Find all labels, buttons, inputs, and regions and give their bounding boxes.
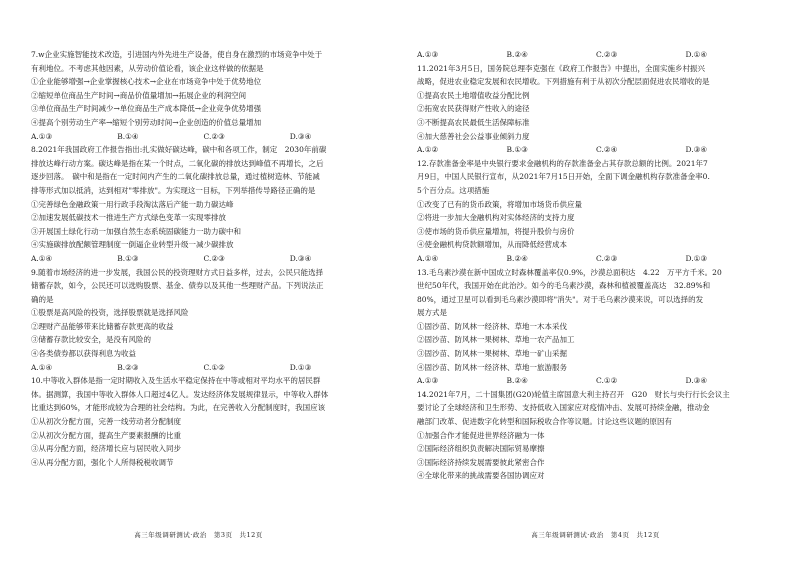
q10-line: ④从再分配方面，强化个人所得税税收调节 (31, 457, 174, 467)
option: A.①② (417, 145, 439, 155)
q11-line: 11.2021年3月5日，国务院总理李克强在《政府工作报告》中提出，全面实施乡村振兴 (417, 63, 706, 73)
q8-options (31, 252, 376, 266)
option: B.①③ (117, 253, 139, 263)
option: C.②③ (203, 253, 225, 263)
option: B.②④ (506, 50, 528, 59)
q9-options (31, 361, 376, 375)
q10-line: ①从初次分配方面，完善一线劳动者分配制度 (31, 417, 181, 427)
option: A.①③ (31, 131, 53, 141)
q10-line: ②从初次分配方面，提高生产要素报酬的比重 (31, 430, 181, 440)
option: A.①④ (31, 362, 53, 372)
q12-line: ③使市场的货币供应量增加，将提升股价与房价 (417, 226, 575, 236)
q11-line: ④加大慈善社会公益事业倾斜力度 (417, 131, 530, 141)
option: C.②③ (596, 253, 618, 263)
q13-line: 世纪50年代，我国开始在此治沙。如今的毛乌素沙漠，森林和植被覆盖高达 32.89%和 (417, 281, 711, 291)
q13-options (417, 374, 775, 388)
option: D.③④ (289, 131, 312, 141)
q9-line: ④各类债券都以获得利息为收益 (31, 349, 136, 359)
option: B.②④ (506, 376, 528, 386)
q7-line: ②缩短单位商品生产时间→商品价值量增加→拓展企业的利润空间 (31, 90, 247, 100)
q8-line: ①完善绿色金融政策一用行政手段淘汰落后产能一助力碳达峰 (31, 199, 234, 209)
option: A.①③ (417, 50, 439, 59)
q10-line: 10.中等收入群体是指一定时期收入及生活水平稳定保持在中等或相对平均水平的居民群 (31, 376, 321, 386)
q8-line: ④实施碳排放配额管理制度一倒逼企业转型升级一减少碳排放 (31, 240, 234, 250)
q7-line: 有利地位。不考虑其他因素，从劳动价值论看，该企业这样做的依据是 (31, 63, 264, 73)
q11-line: 战略，促进农业稳定发展和农民增收。下列措施有利于从初次分配层面促进农民增收的是 (417, 77, 710, 87)
right-column (417, 48, 775, 483)
q12-options (417, 252, 775, 266)
q13-line: ④固沙苗、防风林一经济林、草地一旅游服务 (417, 362, 567, 372)
option: C.①② (203, 362, 225, 372)
option: D.③④ (685, 376, 708, 386)
q8-line: ③开展国土绿化行动一加强自然生态系统固碳能力一助力碳中和 (31, 226, 241, 236)
q12-line: ①改变了已有的货币政策，将增加市场货币供应量 (417, 199, 582, 209)
q14-line: ②国际经济组织负责解决国际贸易摩擦 (417, 444, 545, 454)
q8-line: ②加速发展低碳技术一推进生产方式绿色变革一实现零排放 (31, 213, 226, 223)
q9-line: ②理财产品能够带来比储蓄存款更高的收益 (31, 321, 174, 331)
q13-line: 80%，通过卫星可以看到毛乌素沙漠即将"消失"。对于毛乌素沙漠来说，可以选择的发 (417, 294, 704, 304)
option: B.②④ (506, 253, 528, 263)
q12-line: ④使金融机构贷款额增加，从而降低经营成本 (417, 240, 567, 250)
option: B.①④ (117, 131, 139, 141)
q7-line: ①企业能够增强→企业掌握核心技术→企业在市场竞争中处于优势地位 (31, 77, 262, 87)
q13-line: 展方式是 (417, 308, 447, 318)
q11-line: ③不断提高农民最低生活保障标准 (417, 117, 530, 127)
option: A.①④ (417, 253, 439, 263)
q14-line: ③国际经济持续发展需要彼此紧密合作 (417, 457, 545, 467)
q8-line: 8.2021年我国政府工作报告指出:扎实做好碳达峰，碳中和各项工作，制定 2030年前碳 (31, 145, 327, 155)
q14-line: ①加强合作才能促进世界经济融为一体 (417, 430, 545, 440)
q12-line: 12.存款准备金率是中央银行要求金融机构的存款准备金占其存款总额的比例。2021年7 (417, 158, 708, 168)
option: D.③④ (289, 253, 312, 263)
q11-line: ①提高农民土地增值收益分配比例 (417, 90, 530, 100)
q9-line: 确的是 (31, 294, 54, 304)
q10-options (417, 48, 775, 62)
q9-line: 9.随着市场经济的进一步发展，我国公民的投资理财方式日益多样，过去，公民只能选择 (31, 267, 324, 277)
option: B.②③ (117, 362, 139, 372)
q9-line: 储蓄存款，如今，公民还可以选购股票、基金、债券以及其他一些理财产品。下列说法正 (31, 281, 324, 291)
q7-line: ④提高个别劳动生产率→缩短个别劳动时间→企业创造的价值总量增加 (31, 117, 262, 127)
q14-line: 14.2021年7月，二十国集团(G20)轮值主席国意大利主持召开 G20 财长与央行行长会议主 (417, 389, 730, 399)
q14-line: 融部门改革、促进数字化转型和国际税收合作等议题。讨论这些议题的原因有 (417, 417, 672, 427)
option: B.①③ (506, 145, 528, 155)
q7-line: ③单位商品生产时间减少→单位商品生产成本降低→企业竞争优势增强 (31, 104, 262, 114)
left-column (31, 48, 376, 469)
option: D.③④ (685, 145, 708, 155)
option: D.①③ (289, 362, 312, 372)
option: C.②③ (203, 131, 225, 141)
q13-line: 13.毛乌素沙漠在新中国成立时森林覆盖率仅0.9%，沙漠总面积达 4.22 万平方千米。20 (417, 267, 722, 277)
option: D.①③ (685, 253, 708, 263)
q10-line: 比重达到60%，才能形成较为合理的社会结构。为此，在完善收入分配制度时，我国应该 (31, 403, 326, 413)
option: A.①④ (31, 253, 53, 263)
q11-line: ②拓宽农民获得财产性收入的途径 (417, 104, 530, 114)
option: C.①② (596, 376, 618, 386)
q8-line: 逐步回落。 碳中和是指在一定时间内产生的二氧化碳排放总量，通过植树造林、节能减 (31, 172, 320, 182)
q8-line: 排放达峰行动方案。碳达峰是指在某一个时点，二氧化碳的排放达到峰值不再增长，之后 (31, 158, 324, 168)
page-4 (397, 0, 794, 561)
q9-line: ①股票是高风险的投资，选择股票就是选择风险 (31, 308, 189, 318)
q12-line: 月9日，中国人民银行宣布，从2021年7月15日开始，全面下调金融机构存款准备金率0. (417, 172, 710, 182)
q11-options (417, 143, 775, 157)
q7-options (31, 130, 376, 144)
q7-line: 7.w企业实施智能技术改造，引进国内外先进生产设备，使自身在激烈的市场竞争中处于 (31, 50, 323, 59)
option: C.②③ (596, 50, 618, 59)
q13-line: ②固沙苗、防风林一果树林、草地一农产品加工 (417, 335, 575, 345)
q8-line: 排等形式加以抵消，达到相对"零排放"。为实现这一目标，下列举措传导路径正确的是 (31, 185, 316, 195)
q12-line: 5个百分点。这项措施 (417, 185, 490, 195)
option: C.②④ (596, 145, 618, 155)
q12-line: ②将进一步加大金融机构对实体经济的支持力度 (417, 213, 575, 223)
q13-line: ③固沙苗、防风林一果树林、草地一矿山采掘 (417, 349, 567, 359)
option: A.①③ (417, 376, 439, 386)
q14-line: ④全球化带来的挑战需要各国协调应对 (417, 471, 545, 481)
page-footer: 高三年级调研测试·政治 第4页 共12页 (531, 531, 660, 539)
q10-line: ③从再分配方面，经济增长应与居民收入同步 (31, 444, 181, 454)
q14-line: 要讨论了全球经济和卫生形势、支持低收入国家应对疫情冲击、发展可持续金融，推动金 (417, 403, 710, 413)
option: D.①④ (685, 50, 708, 59)
q9-line: ③储蓄存款比较安全，是没有风险的 (31, 335, 151, 345)
q10-line: 体。据测算，我国中等收入群体人口超过4亿人。发达经济体发展规律显示，中等收入群体 (31, 389, 329, 399)
q13-line: ①固沙苗、防风林一经济林、草地一木本采伐 (417, 321, 567, 331)
page-footer: 高三年级调研测试·政治 第3页 共12页 (134, 531, 263, 539)
